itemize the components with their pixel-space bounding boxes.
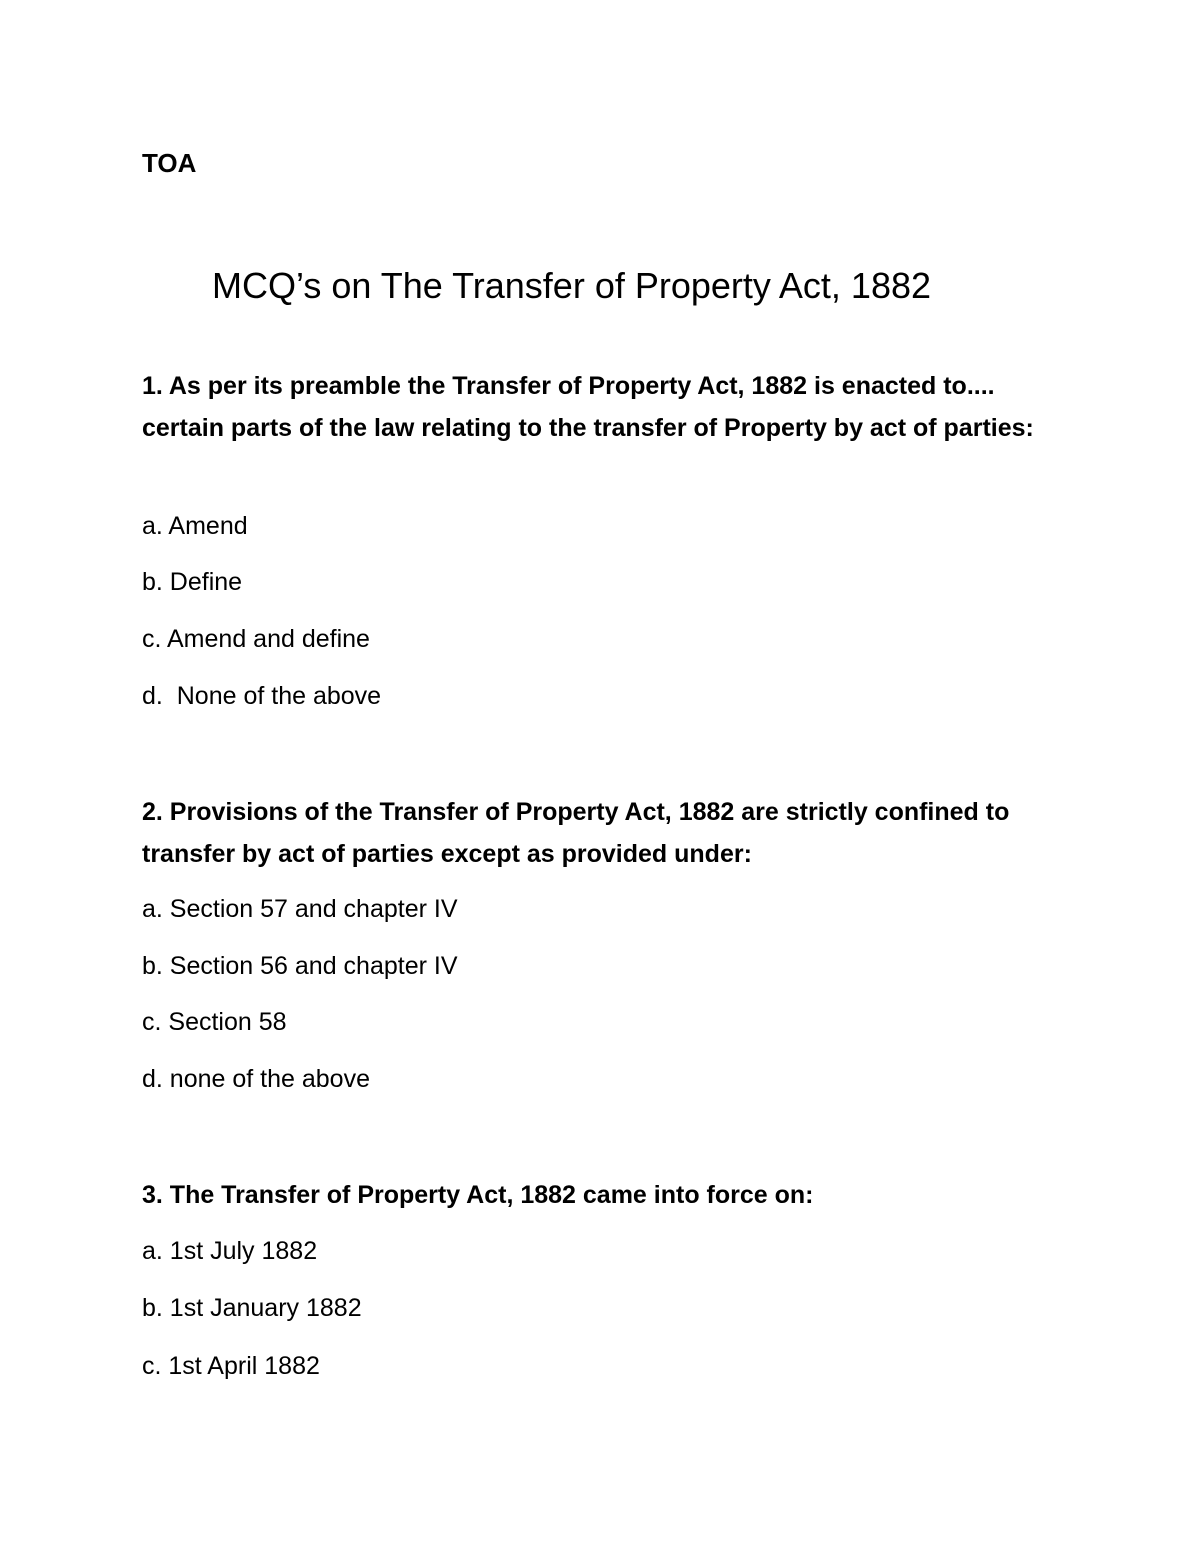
question-2-option-d: d. none of the above bbox=[142, 1065, 370, 1093]
question-3-option-c: c. 1st April 1882 bbox=[142, 1352, 320, 1380]
question-3-option-a: a. 1st July 1882 bbox=[142, 1237, 318, 1265]
question-2-option-c: c. Section 58 bbox=[142, 1008, 287, 1036]
question-2: 2. Provisions of the Transfer of Property Act, 1882 are strictly confined to transfer by act of parties except as provided under: bbox=[142, 798, 1010, 868]
question-1: 1. As per its preamble the Transfer of Property Act, 1882 is enacted to.... certain parts of the law relating to the transfer of Property by act of parties: bbox=[142, 372, 1034, 442]
question-2-option-a: a. Section 57 and chapter IV bbox=[142, 895, 458, 923]
question-1-option-d: d. None of the above bbox=[142, 682, 382, 710]
question-3-option-b: b. 1st January 1882 bbox=[142, 1294, 362, 1322]
question-1-option-b: b. Define bbox=[142, 568, 243, 596]
question-2-option-b: b. Section 56 and chapter IV bbox=[142, 952, 458, 980]
page-title: MCQ’s on The Transfer of Property Act, 1882 bbox=[212, 265, 932, 306]
question-1-option-c: c. Amend and define bbox=[142, 625, 370, 653]
question-3: 3. The Transfer of Property Act, 1882 came into force on: bbox=[142, 1181, 814, 1209]
question-1-option-a: a. Amend bbox=[142, 512, 248, 540]
header-label: TOA bbox=[142, 148, 197, 178]
